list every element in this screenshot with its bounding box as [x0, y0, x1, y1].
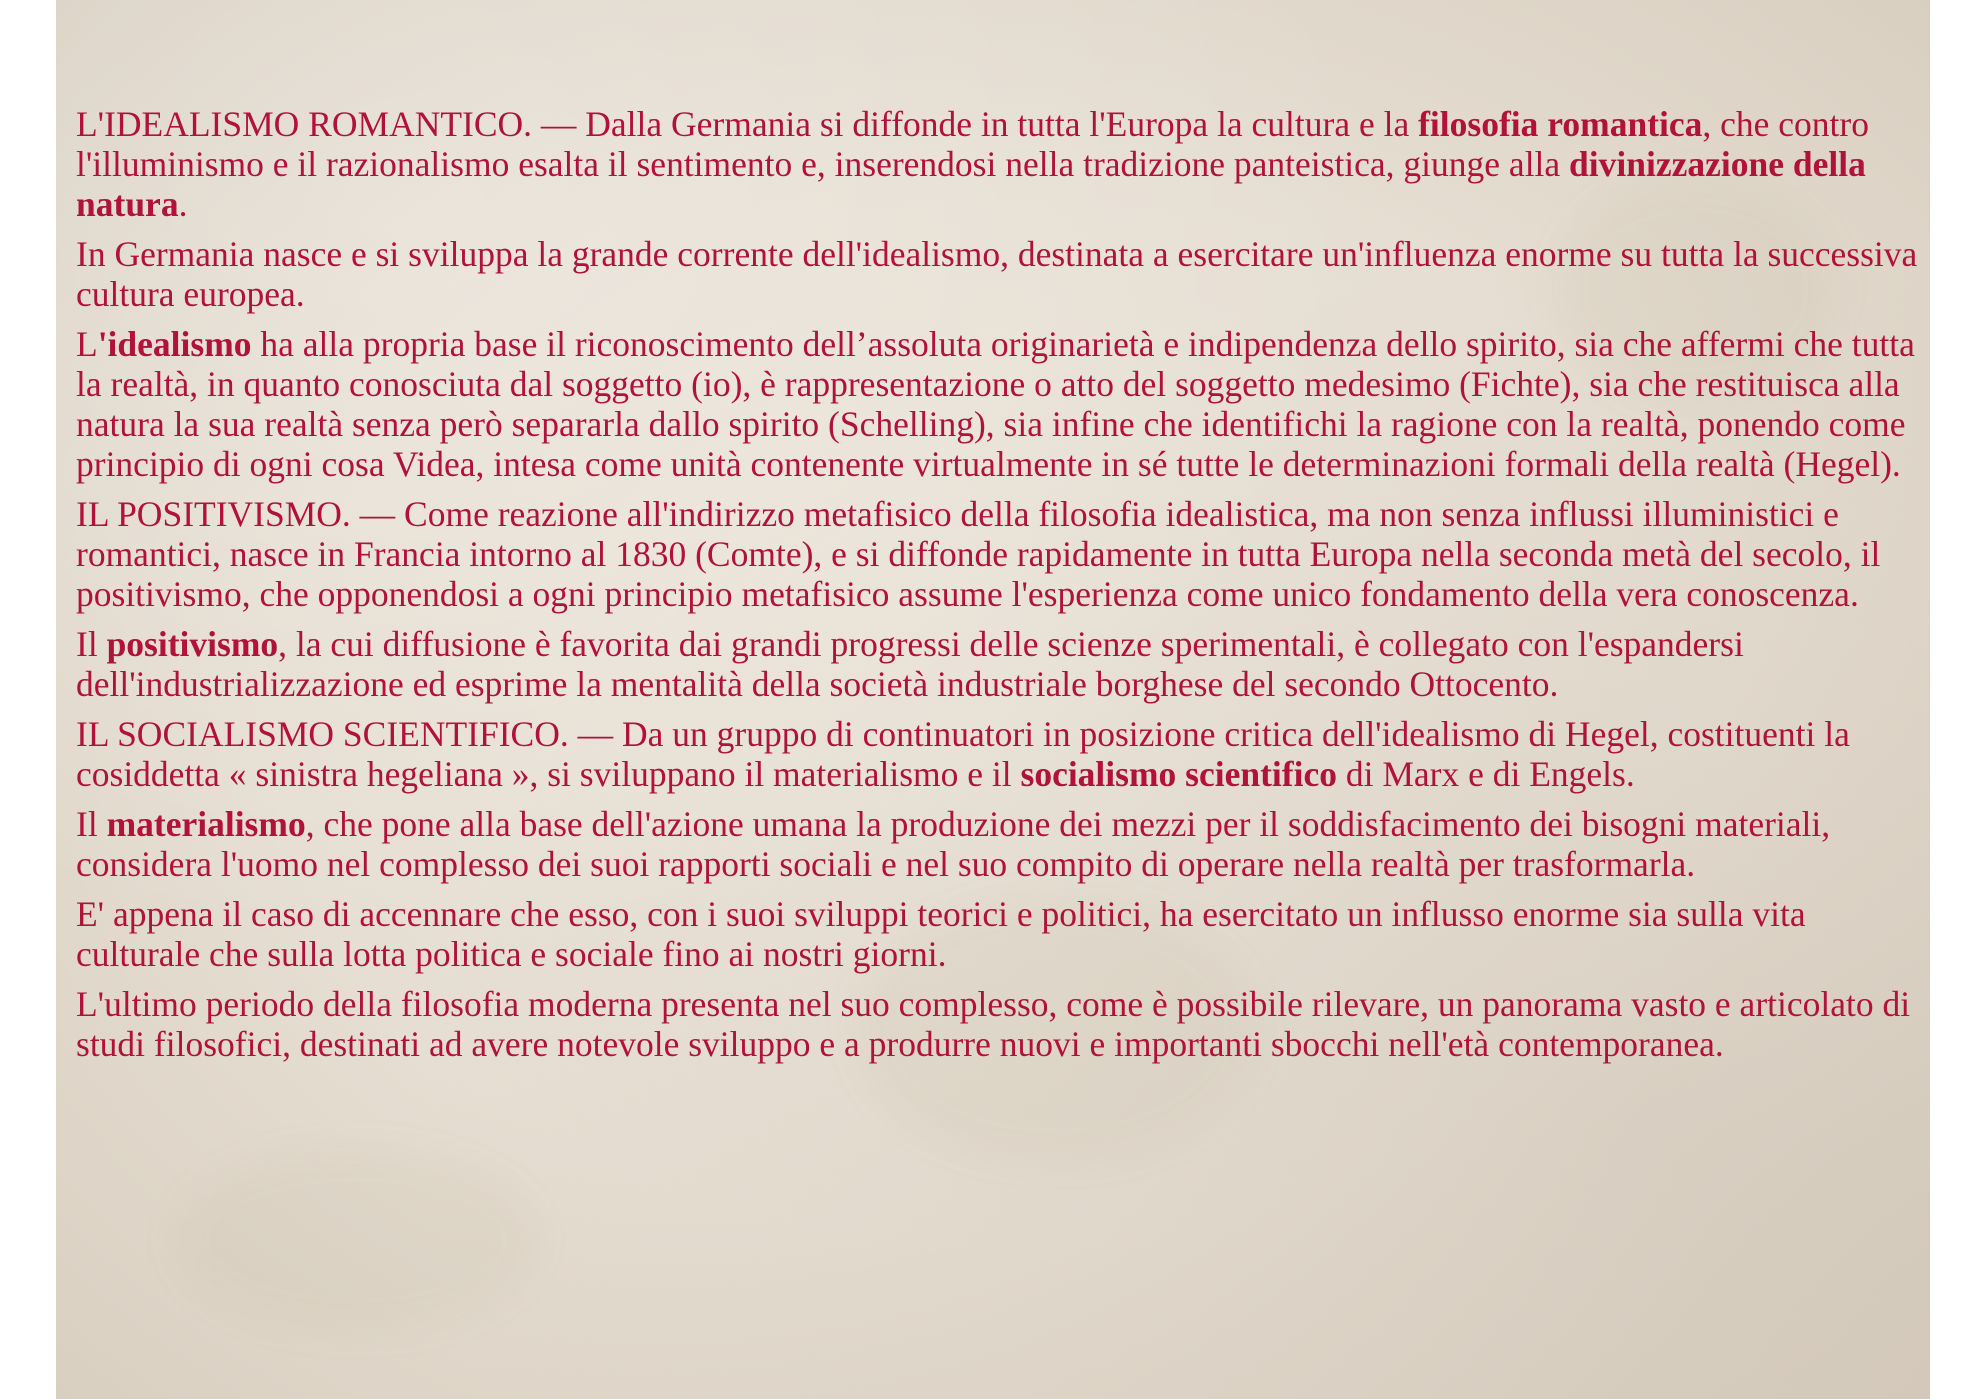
bold-term: socialismo scientifico: [1020, 754, 1337, 794]
text-run: ha alla propria base il riconoscimento dell’assoluta originarietà e indipendenza dello spirito, sia che affermi che tutta la realtà, in quanto conosciuta dal soggetto (io), è rappresentazione o atto del soggetto medesimo (Fichte), sia che restituisca alla natura la sua realtà senza però separarla dallo spirito (Schelling), sia infine che identifichi la ragione con la realtà, ponendo come principio di ogni cosa Videa, intesa come unità contenente virtualmente in sé tutte le determinazioni formali della realtà (Hegel).: [76, 324, 1915, 484]
text-run: .: [178, 184, 188, 224]
paragraph: [76, 234, 1926, 314]
text-run: , che contro l'illuminismo e il razionalismo esalta il sentimento e, inserendosi nella tradizione panteistica, giunge alla: [76, 104, 1869, 184]
paragraph: [76, 804, 1926, 884]
bold-term: filosofia romantica: [1418, 104, 1703, 144]
paragraph: [76, 714, 1926, 794]
text-run: L'IDEALISMO ROMANTICO. — Dalla Germania si diffonde in tutta l'Europa la cultura e la: [76, 104, 1419, 144]
bold-term: positivismo: [106, 624, 279, 664]
text-run: In Germania nasce e si sviluppa la grande corrente dell'idealismo, destinata a esercitare un'influenza enorme su tutta la successiva cultura europea.: [76, 234, 1918, 314]
body-text: [76, 104, 1926, 1074]
bold-term: 'idealismo: [97, 324, 252, 364]
bold-term: materialismo: [106, 804, 306, 844]
paragraph: [76, 984, 1926, 1064]
paragraph: [76, 324, 1926, 484]
text-run: IL SOCIALISMO SCIENTIFICO. — Da un gruppo di continuatori in posizione critica dell'idealismo di Hegel, costituenti la cosiddetta « sinistra hegeliana », si sviluppano il materialismo e il: [76, 714, 1850, 794]
text-run: L: [76, 324, 98, 364]
paragraph: [76, 494, 1926, 614]
text-run: IL POSITIVISMO. — Come reazione all'indirizzo metafisico della filosofia idealistica, ma non senza influssi illuministici e romantici, nasce in Francia intorno al 1830 (Comte), e si diffonde rapidamente in tutta Europa nella seconda metà del secolo, il positivismo, che opponendosi a ogni principio metafisico assume l'esperienza come unico fondamento della vera conoscenza.: [76, 494, 1881, 614]
text-run: L'ultimo periodo della filosofia moderna presenta nel suo complesso, come è possibile rilevare, un panorama vasto e articolato di studi filosofici, destinati ad avere notevole sviluppo e a produrre nuovi e importanti sbocchi nell'età contemporanea.: [76, 984, 1911, 1064]
text-run: E' appena il caso di accennare che esso, con i suoi sviluppi teorici e politici, ha esercitato un influsso enorme sia sulla vita culturale che sulla lotta politica e sociale fino ai nostri giorni.: [76, 894, 1806, 974]
text-run: , la cui diffusione è favorita dai grandi progressi delle scienze sperimentali, è collegato con l'espandersi dell'industrializzazione ed esprime la mentalità della società industriale borghese del secondo Ottocento.: [76, 624, 1744, 704]
bold-term: divinizzazione della natura: [76, 144, 1866, 224]
slide-page: [56, 0, 1930, 1399]
paper-stain: [176, 1150, 536, 1330]
text-run: , che pone alla base dell'azione umana la produzione dei mezzi per il soddisfacimento dei bisogni materiali, considera l'uomo nel complesso dei suoi rapporti sociali e nel suo compito di operare nella realtà per trasformarla.: [76, 804, 1831, 884]
text-run: Il: [76, 624, 107, 664]
paragraph: [76, 624, 1926, 704]
text-run: di Marx e di Engels.: [1336, 754, 1635, 794]
paragraph: [76, 894, 1926, 974]
paragraph: [76, 104, 1926, 224]
text-run: Il: [76, 804, 107, 844]
